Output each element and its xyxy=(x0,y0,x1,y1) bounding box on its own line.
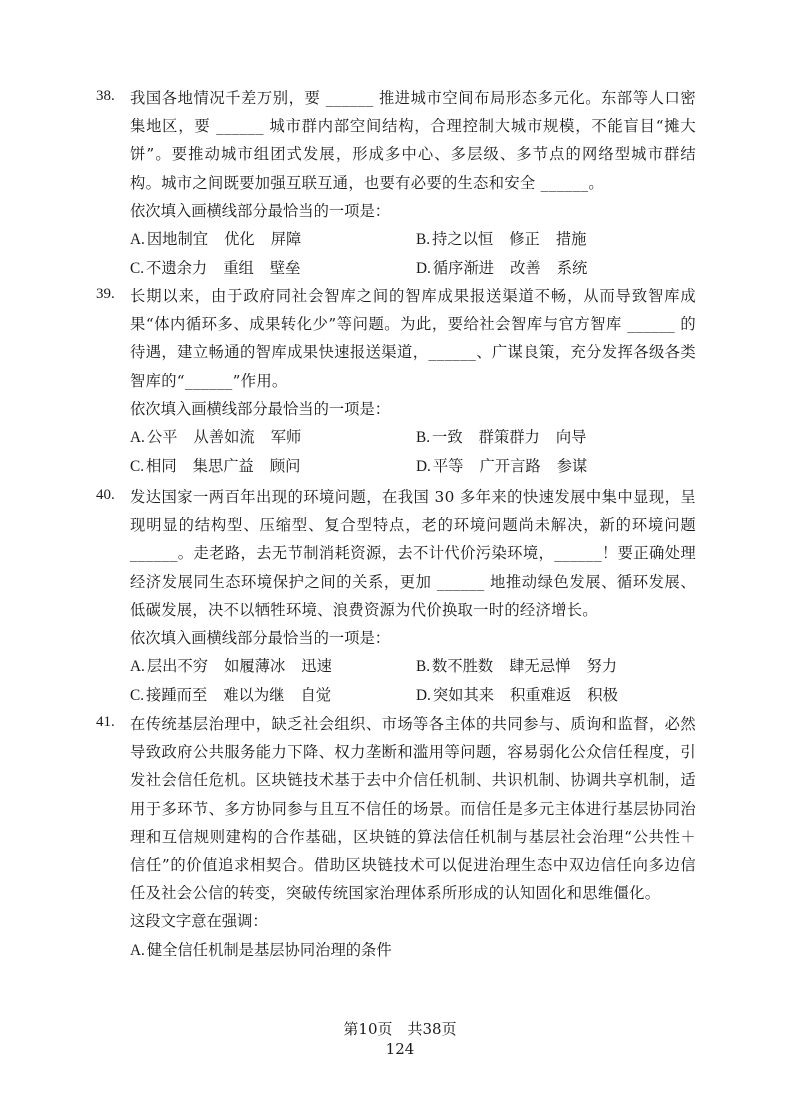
option-word: 难以为继 xyxy=(223,686,285,705)
page-label: 第10页 共38页 xyxy=(343,1020,457,1038)
question-number: 39. xyxy=(96,286,115,302)
option-word: 积重难返 xyxy=(510,686,572,705)
option-word: 向导 xyxy=(555,428,587,447)
option-word: 群策群力 xyxy=(478,428,540,447)
option-word: 因地制宜 xyxy=(146,230,209,249)
question-stem: 我国各地情况千差万别，要 ______ 推进城市空间布局形态多元化。东部等人口密集地区，要 ______ 城市群内部空间结构，合理控制大城市规模，不能盲目“摊大饼”。要推动城市组团式发展，形成多中心、多层级、多节点的网络型城市群结构。城市之间既要加强互联互通，也要有必要的生态和安全 ______。 xyxy=(130,89,696,192)
option-d[interactable] xyxy=(416,452,696,481)
option-b[interactable] xyxy=(416,652,696,681)
option-c[interactable] xyxy=(130,681,416,710)
option-a[interactable] xyxy=(130,936,696,965)
option-word: 重组 xyxy=(223,259,254,278)
question-number: 41. xyxy=(96,714,115,730)
option-c[interactable] xyxy=(130,452,416,481)
option-word: 屏障 xyxy=(270,230,302,249)
option-b[interactable] xyxy=(416,423,696,452)
option-word: 平等 xyxy=(432,457,464,476)
option-word: 壁垒 xyxy=(269,259,301,278)
question-prompt: 依次填入画横线部分最恰当的一项是： xyxy=(130,629,391,648)
option-label: B. xyxy=(416,429,431,447)
question-39 xyxy=(96,282,696,481)
option-a[interactable] xyxy=(130,225,416,254)
option-word: 措施 xyxy=(555,230,587,249)
option-word: 从善如流 xyxy=(193,428,255,447)
question-number: 38. xyxy=(96,88,115,104)
option-label: C. xyxy=(130,687,145,705)
option-label: B. xyxy=(416,231,431,249)
option-word: 广开言路 xyxy=(479,457,541,476)
option-word: 系统 xyxy=(556,259,588,278)
option-word: 公平 xyxy=(146,428,178,447)
options-grid xyxy=(130,652,696,710)
option-word: 相同 xyxy=(146,457,177,476)
option-word: 修正 xyxy=(509,230,540,249)
question-prompt: 依次填入画横线部分最恰当的一项是： xyxy=(130,201,391,220)
option-a[interactable] xyxy=(130,652,416,681)
option-word: 军师 xyxy=(270,428,302,447)
option-word: 数不胜数 xyxy=(432,657,494,676)
option-label: A. xyxy=(130,658,145,676)
question-number: 40. xyxy=(96,487,115,503)
options-grid xyxy=(130,225,696,283)
option-word: 迅速 xyxy=(301,657,332,676)
option-word: 参谋 xyxy=(556,457,588,476)
option-word: 自觉 xyxy=(300,686,332,705)
question-38 xyxy=(96,84,696,283)
option-word: 循序渐进 xyxy=(432,259,495,278)
option-word: 持之以恒 xyxy=(432,230,494,249)
option-label: D. xyxy=(416,687,431,705)
option-word: 突如其来 xyxy=(432,686,495,705)
option-word: 接踵而至 xyxy=(146,686,208,705)
option-word: 集思广益 xyxy=(192,457,254,476)
question-prompt: 依次填入画横线部分最恰当的一项是： xyxy=(130,399,391,418)
option-label: C. xyxy=(130,458,145,476)
option-word: 努力 xyxy=(586,657,618,676)
options-grid xyxy=(130,936,696,965)
question-stem: 发达国家一两百年出现的环境问题，在我国 30 多年来的快速发展中集中显现，呈现明显的结构型、压缩型、复合型特点，老的环境问题尚未解决，新的环境问题 ______。走老路，去无节制消耗资源，去不计代价污染环境，______！要正确处理经济发展同生态环境保护之间的关系，更加 ______ 地推动绿色发展、循环发展、低碳发展，决不以牺牲环境、浪费资源为代价换取一时的经济增长。 xyxy=(130,488,696,619)
option-word: 一致 xyxy=(432,428,463,447)
option-word: 肆无忌惮 xyxy=(509,657,571,676)
question-prompt: 这段文字意在强调： xyxy=(130,912,268,931)
option-word: 如履薄冰 xyxy=(224,657,286,676)
option-d[interactable] xyxy=(416,681,696,710)
option-a[interactable] xyxy=(130,423,416,452)
option-word: 顾问 xyxy=(269,457,301,476)
question-41 xyxy=(96,710,696,965)
option-label: A. xyxy=(130,941,145,959)
option-word: 优化 xyxy=(224,230,255,249)
question-stem: 长期以来，由于政府同社会智库之间的智库成果报送渠道不畅，从而导致智库成果“体内循环多、成果转化少”等问题。为此，要给社会智库与官方智库 ______ 的待遇，建立畅通的智库成果快速报送渠道，______、广谋良策，充分发挥各级各类智库的“______”作用。 xyxy=(130,287,696,390)
option-label: D. xyxy=(416,260,431,278)
option-b[interactable] xyxy=(416,225,696,254)
option-label: A. xyxy=(130,231,145,249)
option-label: D. xyxy=(416,458,431,476)
question-40 xyxy=(96,483,696,711)
option-label: C. xyxy=(130,260,145,278)
option-label: A. xyxy=(130,429,145,447)
option-label: B. xyxy=(416,658,431,676)
option-d[interactable] xyxy=(416,254,696,283)
option-c[interactable] xyxy=(130,254,416,283)
option-word: 积极 xyxy=(587,686,618,705)
page-number: 124 xyxy=(385,1040,415,1058)
options-grid xyxy=(130,423,696,481)
option-word: 健全信任机制是基层协同治理的条件 xyxy=(146,940,392,959)
question-stem: 在传统基层治理中，缺乏社会组织、市场等各主体的共同参与、质询和监督，必然导致政府公共服务能力下降、权力垄断和滥用等问题，容易弱化公众信任程度，引发社会信任危机。区块链技术基于去中介信任机制、共识机制、协调共享机制，适用于多环节、多方协同参与且互不信任的场景。而信任是多元主体进行基层协同治理和互信规则建构的合作基础，区块链的算法信任机制与基层社会治理“公共性＋信任”的价值追求相契合。借助区块链技术可以促进治理生态中双边信任向多边信任及社会公信的转变，突破传统国家治理体系所形成的认知固化和思维僵化。 xyxy=(130,715,696,903)
option-word: 不遗余力 xyxy=(146,259,208,278)
option-word: 改善 xyxy=(510,259,541,278)
option-word: 层出不穷 xyxy=(146,657,209,676)
